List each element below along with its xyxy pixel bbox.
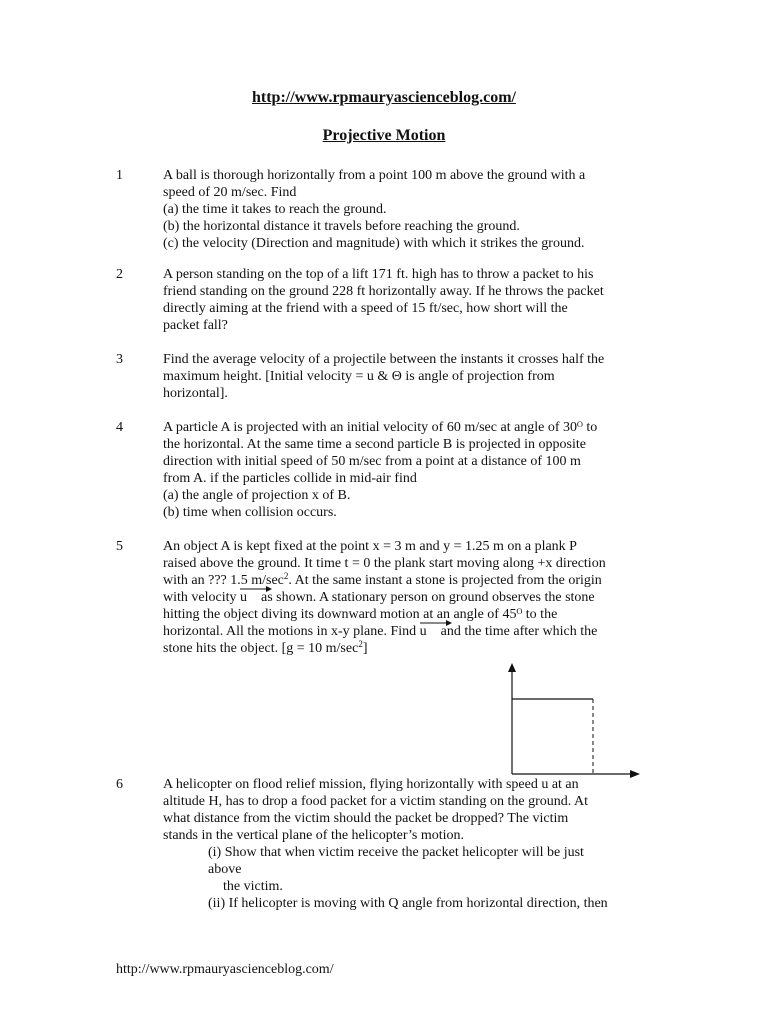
question-line: (b) time when collision occurs.	[163, 505, 337, 520]
question-line: (a) the time it takes to reach the ground.	[163, 202, 387, 217]
sub-question-line: (i) Show that when victim receive the packet helicopter will be just	[208, 845, 584, 860]
question-line: stands in the vertical plane of the helicopter’s motion.	[163, 828, 465, 843]
vector-arrow-icon	[240, 585, 272, 593]
text-segment: and the time after which the	[426, 624, 598, 639]
y-axis	[508, 663, 516, 774]
vector-symbol: u	[240, 590, 247, 605]
question-line: what distance from the victim should the packet be dropped? The victim	[163, 811, 569, 826]
question-number: 6	[116, 777, 123, 792]
text-segment: . At the same instant a stone is projected from the origin	[288, 573, 602, 588]
text-segment: ]	[362, 641, 368, 656]
footer-url[interactable]: http://www.rpmauryascienceblog.com/	[116, 962, 334, 977]
text-segment: horizontal. All the motions in x-y plane. Find	[163, 624, 420, 639]
axis-diagram	[502, 660, 647, 780]
question-line: raised above the ground. It time t = 0 the plank start moving along +x direction	[163, 556, 606, 571]
question-line: maximum height. [Initial velocity = u & Θ is angle of projection from	[163, 369, 555, 384]
text-segment: stone hits the object. [g = 10 m/sec	[163, 641, 359, 656]
sub-question-line: the victim.	[223, 879, 283, 894]
superscript: 2	[358, 639, 363, 649]
question-line: friend standing on the ground 228 ft horizontally away. If he throws the packet	[163, 284, 604, 299]
sub-question-line: above	[208, 862, 242, 877]
question-body	[163, 538, 663, 657]
question-line: A helicopter on flood relief mission, flying horizontally with speed u at an	[163, 777, 579, 792]
question-line: direction with initial speed of 50 m/sec from a point at a distance of 100 m	[163, 454, 581, 469]
question-line: A particle A is projected with an initial velocity of 60 m/sec at angle of 30ᴼ to	[163, 420, 598, 435]
question-line: An object A is kept fixed at the point x = 3 m and y = 1.25 m on a plank P	[163, 539, 577, 554]
question-line	[163, 623, 663, 640]
question-line	[163, 572, 663, 589]
question-line: packet fall?	[163, 318, 228, 333]
question-number: 4	[116, 420, 123, 435]
question-number: 1	[116, 168, 123, 183]
question-line: (a) the angle of projection x of B.	[163, 488, 351, 503]
question-line: speed of 20 m/sec. Find	[163, 185, 297, 200]
question-body	[163, 167, 663, 252]
vector-u	[420, 623, 427, 640]
sub-question-line: (ii) If helicopter is moving with Q angle from horizontal direction, then	[208, 896, 608, 911]
question-line: directly aiming at the friend with a speed of 15 ft/sec, how short will the	[163, 301, 568, 316]
superscript: 2	[283, 571, 289, 581]
page-title: Projective Motion	[322, 127, 446, 144]
question-line: from A. if the particles collide in mid-air find	[163, 471, 417, 486]
vector-u	[240, 589, 247, 606]
question-number: 3	[116, 352, 123, 367]
question-number: 5	[116, 539, 123, 554]
question-line: A person standing on the top of a lift 171 ft. high has to throw a packet to his	[163, 267, 594, 282]
question-line: the horizontal. At the same time a second particle B is projected in opposite	[163, 437, 586, 452]
question-body	[163, 351, 663, 402]
text-segment: with velocity	[163, 590, 240, 605]
question-body	[163, 419, 663, 521]
question-line: (c) the velocity (Direction and magnitude) with which it strikes the ground.	[163, 236, 585, 251]
question-line: A ball is thorough horizontally from a point 100 m above the ground with a	[163, 168, 586, 183]
question-body	[163, 776, 663, 912]
question-line	[163, 589, 663, 606]
question-line: Find the average velocity of a projectile between the instants it crosses half the	[163, 352, 605, 367]
question-number: 2	[116, 267, 123, 282]
vector-arrow-icon	[420, 619, 452, 627]
header-url[interactable]: http://www.rpmauryascienceblog.com/	[252, 89, 516, 106]
text-segment: with an ??? 1.5 m/sec	[163, 573, 284, 588]
text-segment: as shown. A stationary person on ground observes the stone	[247, 590, 595, 605]
question-line: hitting the object diving its downward motion at an angle of 45ᴼ to the	[163, 607, 558, 622]
vector-symbol: u	[419, 624, 427, 639]
question-line: horizontal].	[163, 386, 228, 401]
question-line: altitude H, has to drop a food packet for a victim standing on the ground. At	[163, 794, 588, 809]
question-line	[163, 640, 663, 657]
question-body	[163, 266, 663, 334]
question-line: (b) the horizontal distance it travels before reaching the ground.	[163, 219, 520, 234]
